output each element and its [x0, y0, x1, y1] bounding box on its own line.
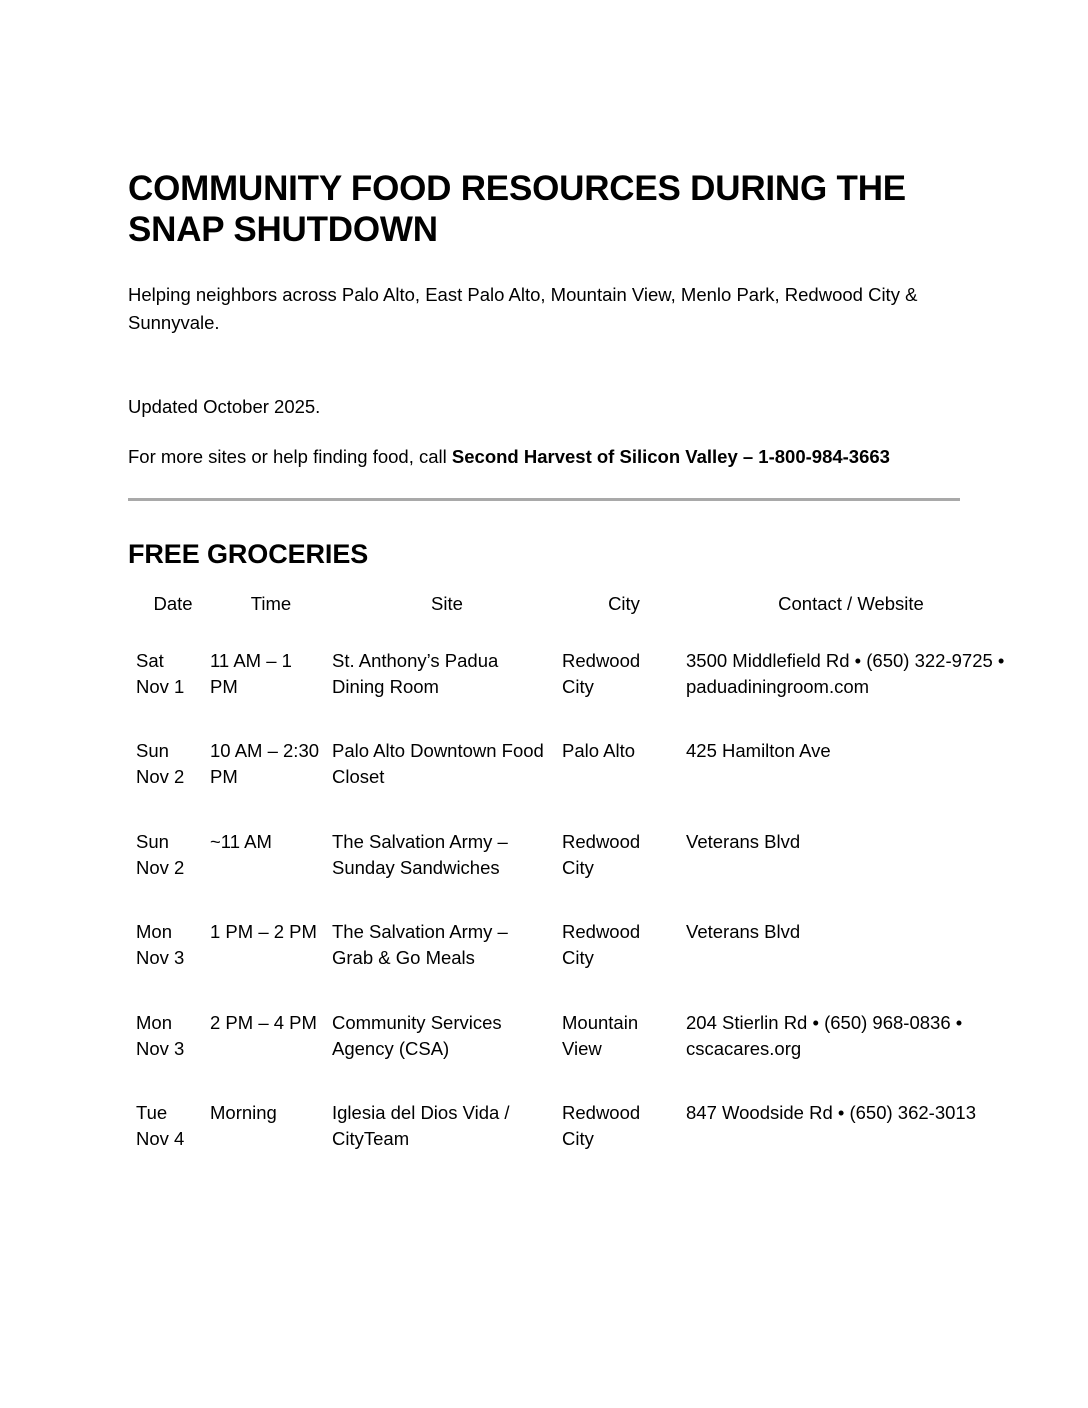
table-row — [136, 738, 1016, 829]
section-divider — [128, 498, 960, 501]
table-header-row — [136, 590, 1016, 648]
column-header-city: City — [608, 592, 640, 614]
helpline-paragraph — [128, 443, 956, 471]
helpline-phone-text: Second Harvest of Silicon Valley – 1-800-984-3663 — [451, 446, 890, 468]
cell-time: 2 PM – 4 PM — [210, 1011, 317, 1033]
cell-site: The Salvation Army – Sunday Sandwiches — [332, 830, 508, 878]
column-header-time: Time — [250, 592, 292, 614]
cell-city: Redwood City — [562, 830, 641, 878]
cell-date: Mon Nov 3 — [136, 1011, 185, 1059]
cell-contact: Veterans Blvd — [686, 921, 801, 943]
helpline-lead-text: For more sites or help finding food, call — [128, 446, 452, 468]
table-row — [136, 829, 1016, 920]
column-header-contact: Contact / Website — [778, 592, 924, 614]
cell-contact: 847 Woodside Rd • (650) 362-3013 — [686, 1102, 976, 1124]
cell-contact: 204 Stierlin Rd • (650) 968-0836 • cscacares.org — [686, 1011, 963, 1059]
cell-date: Sun Nov 2 — [136, 740, 185, 788]
column-header-site: Site — [431, 592, 463, 614]
cell-city: Mountain View — [562, 1011, 639, 1059]
cell-city: Redwood City — [562, 1102, 641, 1150]
cell-contact: 425 Hamilton Ave — [686, 740, 831, 762]
cell-time: 1 PM – 2 PM — [210, 921, 317, 943]
updated-paragraph: Updated October 2025. — [128, 396, 321, 418]
cell-city: Redwood City — [562, 921, 641, 969]
cell-contact: Veterans Blvd — [686, 830, 801, 852]
cell-site: Iglesia del Dios Vida / CityTeam — [332, 1102, 510, 1150]
cell-date: Tue Nov 4 — [136, 1102, 185, 1150]
cell-time: ~11 AM — [210, 830, 272, 852]
section-heading-free-groceries: FREE GROCERIES — [128, 538, 369, 569]
cell-city: Redwood City — [562, 649, 641, 697]
cell-time: 10 AM – 2:30 PM — [210, 740, 320, 788]
cell-date: Sat Nov 1 — [136, 649, 185, 697]
cell-site: St. Anthony’s Padua Dining Room — [332, 649, 499, 697]
cell-site: The Salvation Army – Grab & Go Meals — [332, 921, 508, 969]
cell-time: Morning — [210, 1102, 277, 1124]
table-row — [136, 1010, 1016, 1101]
cell-site: Community Services Agency (CSA) — [332, 1011, 502, 1059]
table-row — [136, 1100, 1016, 1153]
cell-contact: 3500 Middlefield Rd • (650) 322-9725 • paduadiningroom.com — [686, 649, 1005, 697]
cell-date: Mon Nov 3 — [136, 921, 185, 969]
free-groceries-table — [136, 590, 1016, 1153]
cell-time: 11 AM – 1 PM — [210, 649, 292, 697]
subtitle-paragraph: Helping neighbors across Palo Alto, East Palo Alto, Mountain View, Menlo Park, Redwood City & Sunnyvale. — [128, 283, 918, 333]
cell-date: Sun Nov 2 — [136, 830, 185, 878]
table-row — [136, 919, 1016, 1010]
cell-city: Palo Alto — [562, 740, 636, 762]
cell-site: Palo Alto Downtown Food Closet — [332, 740, 544, 788]
column-header-date: Date — [153, 592, 193, 614]
table-row — [136, 648, 1016, 739]
page-title: COMMUNITY FOOD RESOURCES DURING THE SNAP SHUTDOWN — [128, 169, 906, 250]
